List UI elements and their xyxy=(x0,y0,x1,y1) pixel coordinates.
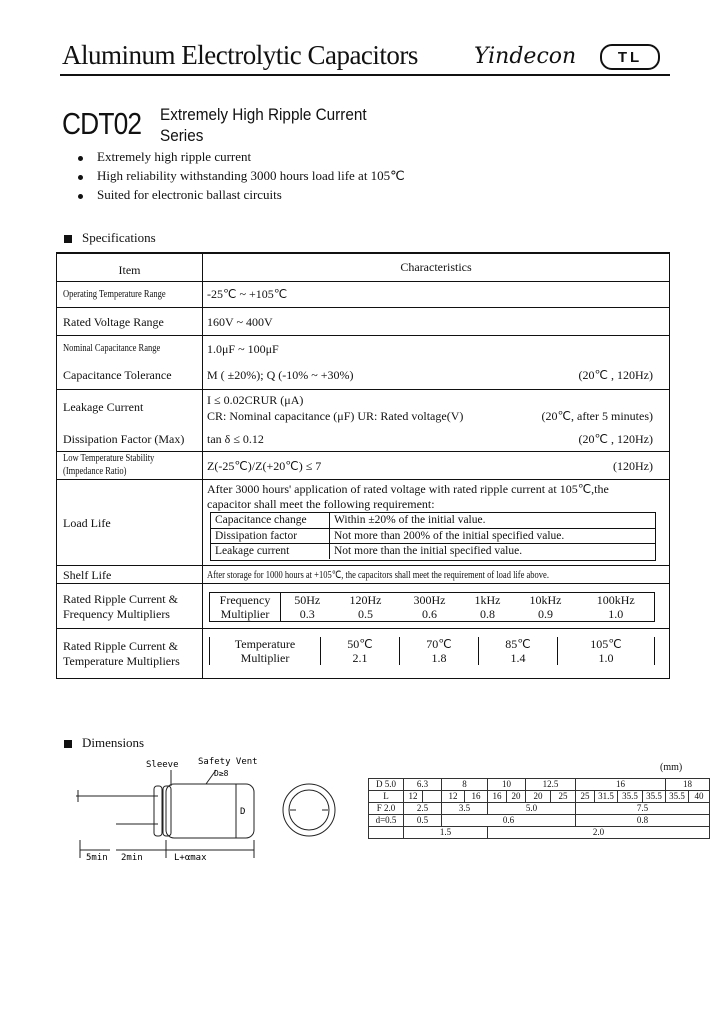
row-value: Z(-25℃)/Z(+20℃) ≤ 7 xyxy=(207,459,322,473)
unit-label: (mm) xyxy=(660,762,683,773)
section-heading-text: Specifications xyxy=(82,230,156,245)
row-condition: (20℃ , 120Hz) xyxy=(578,432,653,446)
table-cell: 1.8 xyxy=(400,651,479,665)
table-cell: 12 xyxy=(442,791,465,803)
table-cell: 2.1 xyxy=(321,651,400,665)
table-cell: 120Hz xyxy=(349,593,382,607)
row-label-dissipation: Dissipation Factor (Max) xyxy=(63,432,185,446)
table-cell xyxy=(369,827,404,839)
table-cell: Multiplier xyxy=(210,607,281,622)
section-heading-specifications xyxy=(64,230,156,246)
table-cell: 35.5 xyxy=(643,791,666,803)
table-cell: 20 xyxy=(526,791,551,803)
page-title: Aluminum Electrolytic Capacitors xyxy=(62,40,418,70)
table-cell: 50℃ xyxy=(321,637,400,651)
table-cell: 0.3 xyxy=(299,607,315,621)
spec-row-shelf-life xyxy=(57,565,669,584)
table-cell: 1.0 xyxy=(608,607,624,621)
table-cell: Multiplier xyxy=(210,651,321,665)
table-cell: 3.5 xyxy=(442,803,488,815)
table-cell: d=0.5 xyxy=(369,815,404,827)
header-rule xyxy=(60,74,670,76)
table-cell: 25 xyxy=(551,791,576,803)
table-cell: 25 xyxy=(576,791,595,803)
feature-text: High reliability withstanding 3000 hours load life at 105℃ xyxy=(97,168,405,183)
row-condition: (20℃, after 5 minutes) xyxy=(541,409,653,423)
table-cell: 10kHz xyxy=(529,593,562,607)
sleeve-label: Sleeve xyxy=(146,760,179,770)
row-value-line1: After 3000 hours' application of rated voltage with rated ripple current at 105℃,the xyxy=(207,482,609,496)
table-row xyxy=(210,607,655,622)
table-cell xyxy=(423,791,442,803)
table-cell: 2.5 xyxy=(404,803,442,815)
table-cell: 1.4 xyxy=(479,651,558,665)
section-heading-text: Dimensions xyxy=(82,735,145,750)
series-subtitle-line2: Series xyxy=(160,126,204,145)
square-bullet-icon xyxy=(64,235,72,243)
row-label-tolerance: Capacitance Tolerance xyxy=(63,368,172,382)
row-label: Rated Ripple Current & xyxy=(63,639,178,653)
table-cell: L xyxy=(369,791,404,803)
row-label: Leakage Current xyxy=(63,400,144,414)
table-cell: 105℃ xyxy=(558,637,655,651)
spec-row-load-life xyxy=(57,479,669,566)
table-cell: 20 xyxy=(507,791,526,803)
table-cell: 1.0 xyxy=(558,651,655,665)
table-cell: 35.5 xyxy=(666,791,689,803)
row-label: Load Life xyxy=(63,516,111,530)
brand-logo: TL xyxy=(600,44,660,70)
brand-name: Yindecon xyxy=(474,44,577,69)
row-value-note: CR: Nominal capacitance (μF) UR: Rated voltage(V) xyxy=(207,409,464,423)
feature-item xyxy=(78,187,282,203)
spec-row-op-temp xyxy=(57,281,669,308)
row-label-sub: (Impedance Ratio) xyxy=(63,466,127,477)
table-cell: 16 xyxy=(465,791,488,803)
section-heading-dimensions xyxy=(64,735,144,751)
body-length-label: L+αmax xyxy=(174,853,207,862)
table-cell: 300Hz xyxy=(413,593,446,607)
header-item: Item xyxy=(118,263,141,277)
feature-text: Suited for electronic ballast circuits xyxy=(97,187,282,202)
table-cell: 18 xyxy=(666,779,710,791)
series-model: CDT02 xyxy=(62,106,142,141)
table-row xyxy=(210,651,655,665)
table-cell: Not more than 200% of the initial specified value. xyxy=(329,529,564,544)
table-cell: 5.0 xyxy=(488,803,576,815)
table-cell: 8 xyxy=(442,779,488,791)
table-row xyxy=(369,803,710,815)
table-row xyxy=(210,637,655,651)
diameter-mark: D xyxy=(240,807,246,817)
safety-vent-label: Safety Vent xyxy=(198,757,258,767)
row-value-formula: I ≤ 0.02CRUR (μA) xyxy=(207,393,304,407)
table-cell: Not more than the initial specified value. xyxy=(329,544,522,559)
row-value-dissipation: tan δ ≤ 0.12 xyxy=(207,432,264,446)
spec-row-leakage xyxy=(57,389,669,452)
spec-row-capacitance xyxy=(57,335,669,390)
row-label: Low Temperature Stability xyxy=(63,453,155,464)
row-value: -25℃ ~ +105℃ xyxy=(207,287,288,301)
table-cell: 0.8 xyxy=(576,815,710,827)
row-value: 1.0μF ~ 100μF xyxy=(207,342,279,356)
load-life-requirements-table xyxy=(210,512,656,561)
bullet-icon xyxy=(78,156,83,161)
cell-text: d xyxy=(375,815,381,825)
feature-item xyxy=(78,149,251,165)
table-cell: 0.5 xyxy=(404,815,442,827)
table-cell: 16 xyxy=(576,779,666,791)
table-cell: Dissipation factor xyxy=(215,530,298,542)
cell-text: 0.5 xyxy=(385,815,397,825)
table-cell: Within ±20% of the initial value. xyxy=(329,513,485,528)
row-condition: (120Hz) xyxy=(613,459,653,473)
table-cell: Frequency xyxy=(210,593,281,608)
row-label: Nominal Capacitance Range xyxy=(63,343,161,354)
row-label: Operating Temperature Range xyxy=(63,289,166,300)
table-row xyxy=(369,779,710,791)
row-label-sub: Frequency Multipliers xyxy=(63,607,170,621)
table-cell: 35.5 xyxy=(618,791,643,803)
table-cell: Leakage current xyxy=(215,545,290,557)
table-row xyxy=(211,543,655,559)
safety-vent-condition: D≥8 xyxy=(214,769,229,778)
table-cell: Temperature xyxy=(210,637,321,651)
table-cell: 1kHz xyxy=(474,593,501,607)
table-cell xyxy=(369,803,404,815)
spec-row-voltage xyxy=(57,307,669,336)
table-cell: 0.6 xyxy=(442,815,576,827)
row-value: 160V ~ 400V xyxy=(207,315,273,329)
spec-row-temperature-multipliers xyxy=(57,628,669,679)
table-header-row xyxy=(57,253,669,282)
capacitor-dimension-drawing xyxy=(66,752,356,862)
table-cell: 7.5 xyxy=(576,803,710,815)
specifications-table xyxy=(56,252,670,679)
cell-text: D xyxy=(376,779,383,789)
table-cell: 1.5 xyxy=(404,827,488,839)
row-value-line2: capacitor shall meet the following requirement: xyxy=(207,497,435,511)
temperature-multiplier-table xyxy=(209,637,655,665)
cell-text: F xyxy=(376,803,382,813)
table-cell: 10 xyxy=(488,779,526,791)
series-subtitle-line1: Extremely High Ripple Current xyxy=(160,105,367,124)
table-cell: 0.8 xyxy=(480,607,495,621)
table-cell: 50Hz xyxy=(294,593,321,607)
header-characteristics: Characteristics xyxy=(400,260,472,274)
table-cell: 12 xyxy=(404,791,423,803)
row-label: Rated Ripple Current & xyxy=(63,592,178,606)
table-cell xyxy=(369,779,404,791)
table-cell: 31.5 xyxy=(595,791,618,803)
spec-row-low-temp xyxy=(57,451,669,480)
table-row xyxy=(369,827,710,839)
table-cell: 12.5 xyxy=(526,779,576,791)
table-cell: 16 xyxy=(488,791,507,803)
table-cell: 0.5 xyxy=(358,607,373,621)
table-cell: 0.6 xyxy=(422,607,437,621)
table-row xyxy=(369,815,710,827)
table-cell: 0.9 xyxy=(538,607,553,621)
feature-item xyxy=(78,168,405,184)
row-condition: (20℃ , 120Hz) xyxy=(578,368,653,382)
cell-text: 5.0 xyxy=(384,779,396,789)
table-cell: Capacitance change xyxy=(215,514,307,526)
table-row xyxy=(211,528,655,544)
bullet-icon xyxy=(78,194,83,199)
row-value-tolerance: M ( ±20%); Q (-10% ~ +30%) xyxy=(207,368,354,382)
row-value: After storage for 1000 hours at +105℃, the capacitors shall meet the requirement of load life above. xyxy=(207,570,549,581)
table-cell: 40 xyxy=(689,791,710,803)
cell-text: 2.0 xyxy=(384,803,396,813)
row-label-sub: Temperature Multipliers xyxy=(63,654,180,668)
spec-row-frequency-multipliers xyxy=(57,583,669,629)
table-row xyxy=(211,513,655,528)
table-cell: 2.0 xyxy=(488,827,710,839)
dimensions-table xyxy=(368,778,710,839)
table-row xyxy=(210,593,655,608)
table-cell: 100kHz xyxy=(596,593,635,607)
frequency-multiplier-table xyxy=(209,592,655,622)
square-bullet-icon xyxy=(64,740,72,748)
gap-length-label: 2min xyxy=(121,853,143,862)
table-cell: 70℃ xyxy=(400,637,479,651)
feature-text: Extremely high ripple current xyxy=(97,149,252,164)
table-cell: 6.3 xyxy=(404,779,442,791)
table-row xyxy=(369,791,710,803)
bullet-icon xyxy=(78,175,83,180)
row-label: Rated Voltage Range xyxy=(63,315,164,329)
row-label: Shelf Life xyxy=(63,568,112,582)
lead-length-label: 5min xyxy=(86,853,108,862)
table-cell: 85℃ xyxy=(479,637,558,651)
